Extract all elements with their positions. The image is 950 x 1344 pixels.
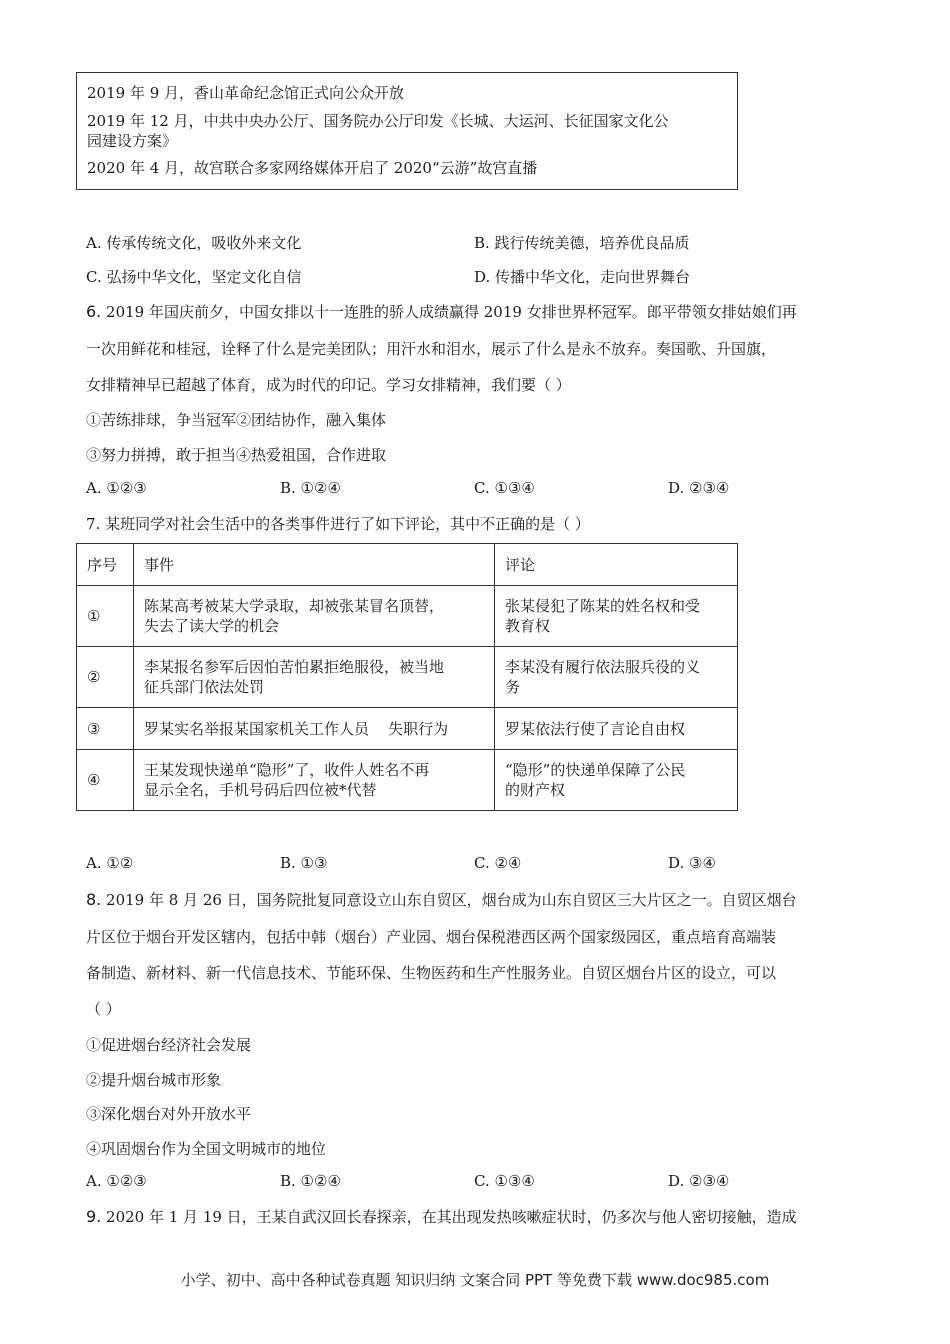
- option-d: D. ③④: [668, 854, 716, 872]
- question-number: 8.: [86, 890, 102, 909]
- statement: ①苦练排球，争当冠军②团结协作，融入集体: [86, 411, 387, 429]
- question-number: 9.: [86, 1207, 102, 1226]
- comment-text: “隐形”的快递单保障了公民: [505, 761, 686, 779]
- statement: ③努力拼搏，敢于担当④热爱祖国，合作进取: [86, 446, 387, 464]
- option-a: A. 传承传统文化，吸收外来文化: [86, 234, 302, 252]
- option-d: D. ②③④: [668, 1172, 730, 1190]
- question-text: 2019 年国庆前夕，中国女排以十一连胜的骄人成绩赢得 2019 女排世界杯冠军。郎平带领女排姑娘们再: [101, 303, 797, 321]
- comment-text: 务: [505, 678, 521, 696]
- event-cell: [134, 647, 495, 708]
- comment-text: 李某没有履行依法服兵役的义: [505, 658, 701, 676]
- table-header-row: [77, 544, 738, 586]
- header-cell: 评论: [495, 544, 738, 586]
- material-line: 2019 年 12 月，中共中央办公厅、国务院办公厅印发《长城、大运河、长征国家文化公: [87, 112, 669, 130]
- material-box: [76, 72, 738, 190]
- comment-text: 张某侵犯了陈某的姓名权和受: [505, 597, 701, 615]
- row-number: ②: [77, 647, 134, 708]
- option-b: B. ①②④: [280, 1172, 341, 1190]
- question-text: （ ）: [86, 1000, 121, 1018]
- question-text: 女排精神早已超越了体育，成为时代的印记。学习女排精神，我们要（ ）: [86, 376, 571, 394]
- event-text: 陈某高考被某大学录取，却被张某冒名顶替，: [144, 597, 445, 615]
- option-c: C. ②④: [474, 854, 522, 872]
- event-text: 失去了读大学的机会: [144, 617, 280, 635]
- statement: ④巩固烟台作为全国文明城市的地位: [86, 1140, 327, 1158]
- option-c: C. ①③④: [474, 479, 535, 497]
- option-b: B. 践行传统美德，培养优良品质: [474, 234, 690, 252]
- option-b: B. ①②④: [280, 479, 341, 497]
- table-row: [77, 586, 738, 647]
- row-number: ③: [77, 708, 134, 750]
- comment-cell: [495, 647, 738, 708]
- question-9-line: [86, 1206, 797, 1227]
- statement: ③深化烟台对外开放水平: [86, 1105, 252, 1123]
- event-cell: [134, 586, 495, 647]
- option-d: D. 传播中华文化，走向世界舞台: [474, 268, 691, 286]
- header-cell: 序号: [77, 544, 134, 586]
- question-text: 2020 年 1 月 19 日，王某自武汉回长春探亲，在其出现发热咳嗽症状时，仍多次与他人密切接触，造成: [101, 1208, 797, 1226]
- table-row: [77, 708, 738, 750]
- event-text: 李某报名参军后因怕苦怕累拒绝服役，被当地: [144, 658, 445, 676]
- row-number: ④: [77, 750, 134, 811]
- option-a: A. ①②: [86, 854, 134, 872]
- page-footer: 小学、初中、高中各种试卷真题 知识归纳 文案合同 PPT 等免费下载 www.doc985.com: [180, 1271, 770, 1289]
- table-row: [77, 750, 738, 811]
- option-d: D. ②③④: [668, 479, 730, 497]
- comment-text: 教育权: [505, 617, 551, 635]
- option-b: B. ①③: [280, 854, 328, 872]
- material-line: 2019 年 9 月，香山革命纪念馆正式向公众开放: [87, 84, 405, 102]
- material-line: 园建设方案》: [87, 132, 178, 150]
- question-6-line: [86, 301, 797, 322]
- question-text: 片区位于烟台开发区辖内，包括中韩（烟台）产业园、烟台保税港西区两个国家级园区，重点培育高端装: [86, 928, 777, 946]
- statement: ①促进烟台经济社会发展: [86, 1036, 252, 1054]
- event-cell: [134, 750, 495, 811]
- comment-cell: 罗某依法行使了言论自由权: [495, 708, 738, 750]
- table-row: [77, 647, 738, 708]
- question-7-stem: 7. 某班同学对社会生活中的各类事件进行了如下评论，其中不正确的是（ ）: [86, 515, 590, 533]
- event-cell: 罗某实名举报某国家机关工作人员 失职行为: [134, 708, 495, 750]
- option-a: A. ①②③: [86, 479, 147, 497]
- question-text: 一次用鲜花和桂冠，诠释了什么是完美团队；用汗水和泪水，展示了什么是永不放弃。奏国歌、升国旗，: [86, 340, 777, 358]
- row-number: ①: [77, 586, 134, 647]
- question-8-line: [86, 889, 797, 910]
- question-number: 6.: [86, 302, 102, 321]
- material-line: 2020 年 4 月，故宫联合多家网络媒体开启了 2020“云游”故宫直播: [87, 159, 538, 177]
- option-a: A. ①②③: [86, 1172, 147, 1190]
- comment-cell: [495, 750, 738, 811]
- comment-cell: [495, 586, 738, 647]
- option-c: C. ①③④: [474, 1172, 535, 1190]
- statement: ②提升烟台城市形象: [86, 1071, 222, 1089]
- comment-text: 的财产权: [505, 781, 566, 799]
- header-cell: 事件: [134, 544, 495, 586]
- event-text: 征兵部门依法处罚: [144, 678, 265, 696]
- question-text: 备制造、新材料、新一代信息技术、节能环保、生物医药和生产性服务业。自贸区烟台片区的设立，可以: [86, 964, 777, 982]
- event-text: 显示全名，手机号码后四位被*代替: [144, 781, 377, 799]
- events-table: [76, 543, 738, 811]
- question-text: 2019 年 8 月 26 日，国务院批复同意设立山东自贸区，烟台成为山东自贸区三大片区之一。自贸区烟台: [101, 891, 797, 909]
- option-c: C. 弘扬中华文化，坚定文化自信: [86, 268, 302, 286]
- event-text: 王某发现快递单“隐形”了，收件人姓名不再: [144, 761, 430, 779]
